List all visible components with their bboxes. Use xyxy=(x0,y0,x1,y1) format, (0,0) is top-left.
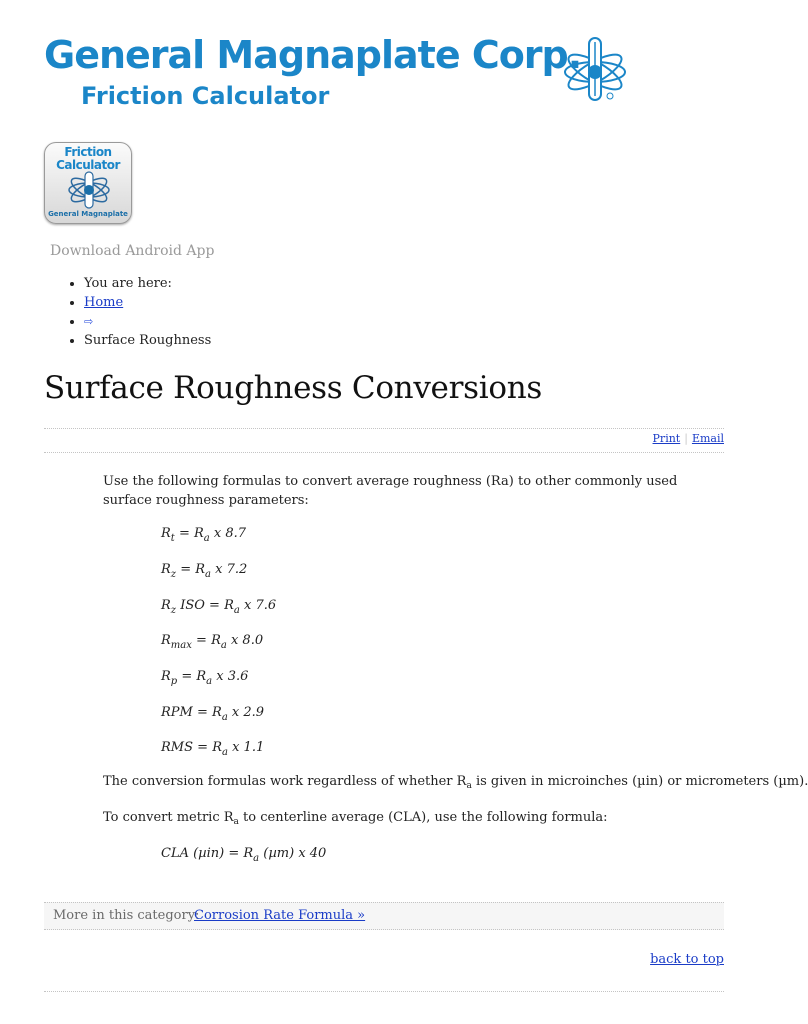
formula-row: $R_t = R_a$ x 8.7 xyxy=(161,526,247,544)
article-tools xyxy=(653,432,724,445)
cla-formula: CLA $(\mu in) = R_a$ (µm) x 40 xyxy=(161,846,327,864)
divider-top xyxy=(44,428,724,429)
formula-row: $R_z$ ISO = $R_a$ x 7.6 xyxy=(161,598,277,616)
download-android-app-link[interactable]: Download Android App xyxy=(50,243,215,259)
intro-paragraph: Use the following formulas to convert average roughness (Ra) to other commonly used surface roughness parameters: xyxy=(103,474,678,508)
formula-row: $R_{max} = R_a$ x 8.0 xyxy=(161,633,264,651)
divider-bottom xyxy=(44,991,724,992)
brand-subtitle[interactable]: Friction Calculator xyxy=(81,82,330,110)
app-icon-caption: General Magnaplate xyxy=(48,210,128,218)
app-icon-title-line1: Friction xyxy=(64,145,112,159)
app-atom-icon xyxy=(67,171,111,209)
print-link[interactable]: Print xyxy=(652,432,681,445)
formula-row: $R_p = R_a$ x 3.6 xyxy=(161,669,249,687)
breadcrumb-home-link[interactable]: Home xyxy=(84,295,124,310)
page-title: Surface Roughness Conversions xyxy=(44,370,542,406)
more-in-category xyxy=(44,902,724,930)
back-to-top-link[interactable]: back to top xyxy=(650,952,724,967)
more-in-category-label: More in this category: xyxy=(53,908,200,923)
email-link[interactable]: Email xyxy=(691,432,724,445)
atom-logo-icon[interactable] xyxy=(562,34,628,106)
breadcrumb-you-are-here-text: You are here: xyxy=(84,276,172,291)
breadcrumb-current: Surface Roughness xyxy=(84,333,212,348)
next-article-link[interactable]: Corrosion Rate Formula » xyxy=(194,908,366,923)
app-icon-title-line2: Calculator xyxy=(56,158,120,172)
article-body xyxy=(103,472,808,864)
breadcrumb-current-item xyxy=(84,331,211,350)
breadcrumb-you-are-here xyxy=(84,274,211,293)
formula-row: $R_z = R_a$ x 7.2 xyxy=(161,562,248,580)
breadcrumb xyxy=(40,274,211,350)
breadcrumb-separator-item xyxy=(84,312,211,331)
units-note: The conversion formulas work regardless of whether $R_a$ is given in microinches (µin) or micrometers (µm). xyxy=(103,774,808,791)
site-header xyxy=(44,28,644,118)
formula-row: RMS = $R_a$ x 1.1 xyxy=(161,740,265,758)
formula-row: RPM = $R_a$ x 2.9 xyxy=(161,705,265,723)
brand-name[interactable]: General Magnaplate Corp. xyxy=(44,33,582,77)
android-app-icon[interactable] xyxy=(44,142,132,224)
tools-separator: | xyxy=(684,432,688,445)
divider-tools xyxy=(44,452,724,453)
arrow-right-icon: ⇨ xyxy=(84,315,94,328)
cla-note: To convert metric $R_a$ to centerline average (CLA), use the following formula: xyxy=(103,810,608,827)
breadcrumb-home-item xyxy=(84,293,211,312)
app-icon-title xyxy=(45,146,131,172)
